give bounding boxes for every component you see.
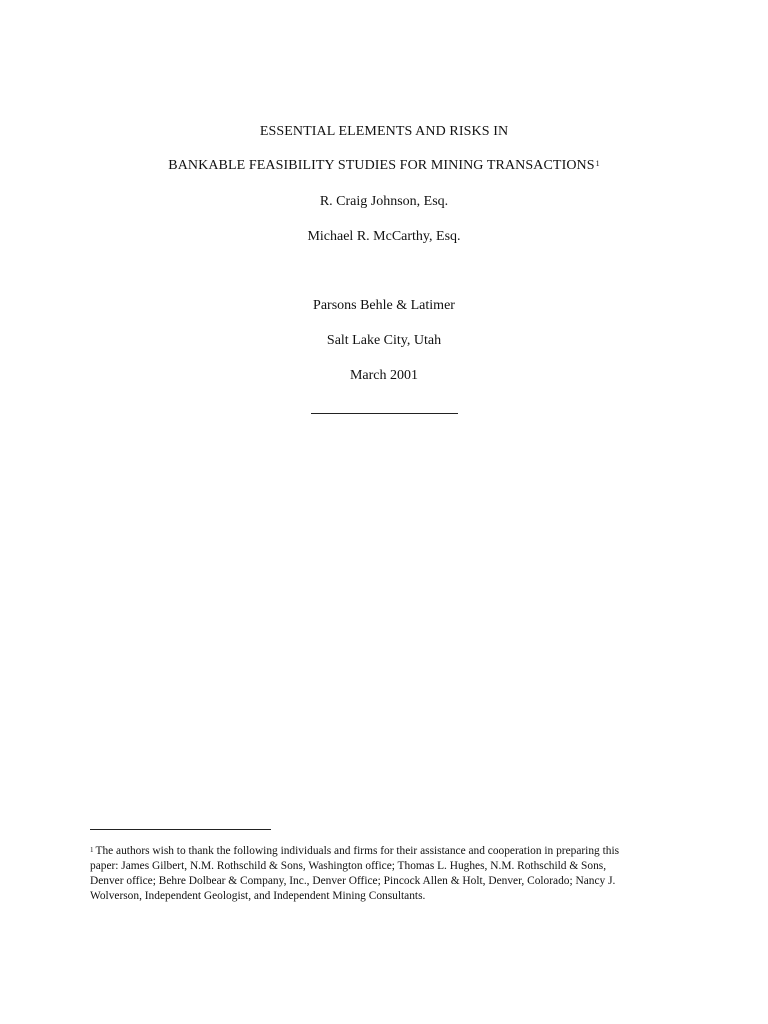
footnote-number: 1 — [90, 846, 94, 854]
footnote-divider — [90, 829, 271, 830]
firm-name: Parsons Behle & Latimer — [313, 298, 455, 313]
footnote — [90, 844, 690, 904]
title-line-2-container — [0, 158, 768, 174]
author-name-2: Michael R. McCarthy, Esq. — [307, 229, 461, 244]
footnote-line-3: Denver office; Behre Dolbear & Company, Inc., Denver Office; Pincock Allen & Holt, Denver, Colorado; Nancy J. — [90, 875, 616, 887]
title-line-1: ESSENTIAL ELEMENTS AND RISKS IN — [259, 124, 509, 139]
firm-city: Salt Lake City, Utah — [326, 333, 442, 348]
title-footnote-ref[interactable]: 1 — [595, 159, 600, 168]
title-line-2: BANKABLE FEASIBILITY STUDIES FOR MINING TRANSACTIONS — [168, 158, 595, 173]
author-name-1: R. Craig Johnson, Esq. — [319, 194, 449, 209]
document-date: March 2001 — [349, 368, 419, 383]
footnote-line-4: Wolverson, Independent Geologist, and Independent Mining Consultants. — [90, 890, 426, 902]
footnote-text-1: The authors wish to thank the following individuals and firms for their assistance and cooperation in preparing this — [95, 845, 620, 857]
footnote-line-2: paper: James Gilbert, N.M. Rothschild & Sons, Washington office; Thomas L. Hughes, N.M. Rothschild & Sons, — [90, 860, 607, 872]
title-divider — [311, 413, 458, 414]
footnote-line-1 — [90, 844, 690, 859]
